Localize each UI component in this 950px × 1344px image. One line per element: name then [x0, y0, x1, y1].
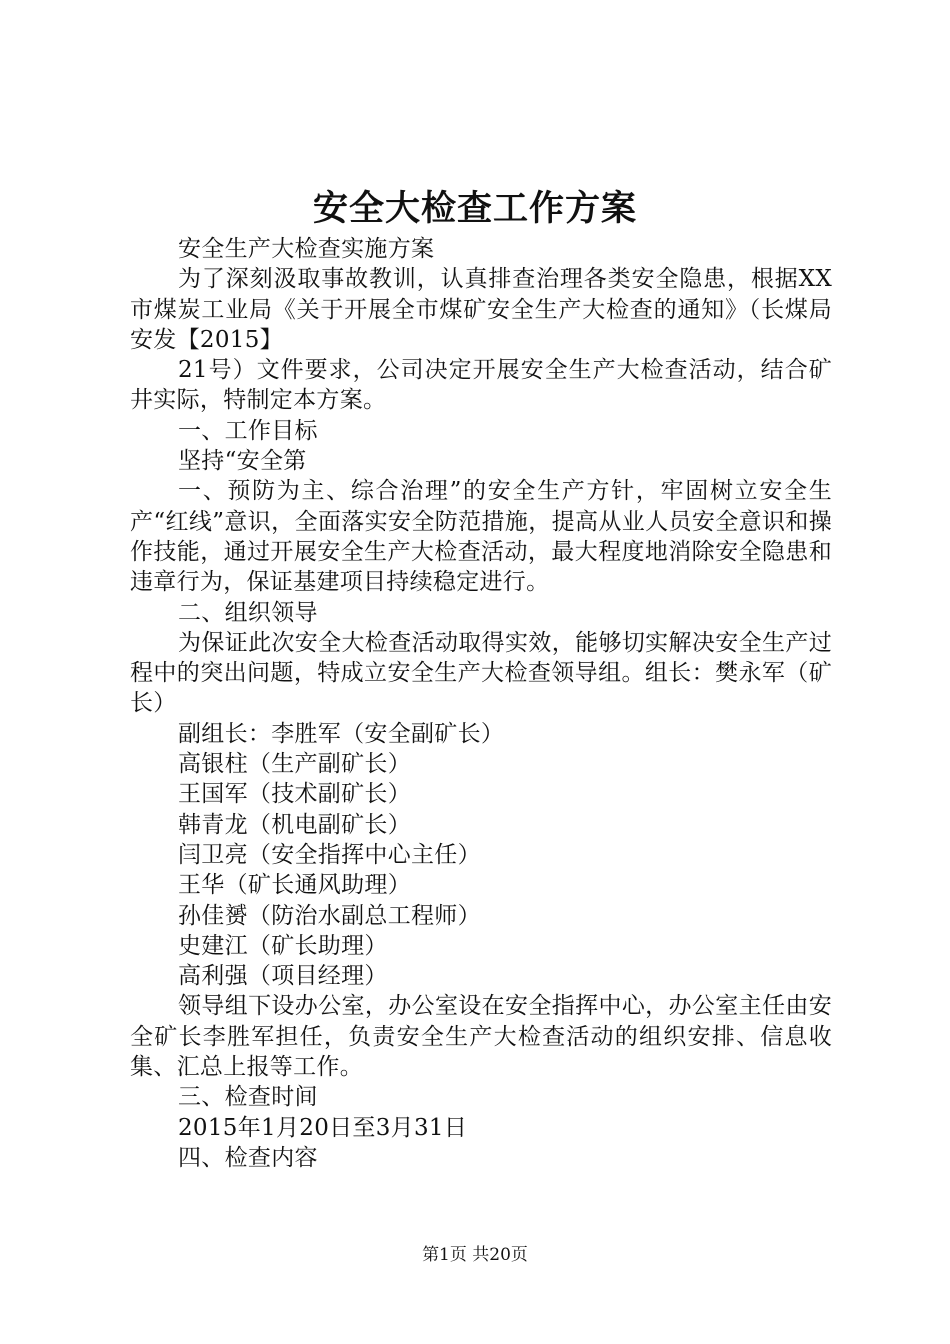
page-number: 第1页 共20页 — [422, 1245, 528, 1265]
paragraph: 2015年1月20日至3月31日 — [178, 1114, 468, 1141]
member-line: 韩青龙（机电副矿长） — [178, 811, 411, 838]
paragraph: 坚持“安全第 — [178, 448, 307, 475]
document-title: 安全大检查工作方案 — [312, 188, 637, 229]
member-line: 闫卫亮（安全指挥中心主任） — [178, 841, 481, 868]
member-line: 王国军（技术副矿长） — [178, 781, 411, 808]
section-heading: 一、工作目标 — [178, 417, 318, 444]
paragraph: 为了深刻汲取事故教训，认真排查治理各类安全隐患，根据XX市煤炭工业局《关于开展全市煤矿安全生产大检查的通知》（长煤局安发【2015】 — [130, 266, 832, 353]
member-line: 高银柱（生产副矿长） — [178, 751, 411, 778]
member-line: 孙佳赟（防治水副总工程师） — [178, 902, 481, 929]
member-line: 高利强（项目经理） — [178, 963, 388, 990]
member-line: 史建江（矿长助理） — [178, 932, 388, 959]
section-heading: 二、组织领导 — [178, 599, 318, 626]
paragraph: 21号）文件要求，公司决定开展安全生产大检查活动，结合矿井实际，特制定本方案。 — [130, 357, 832, 414]
paragraph: 为保证此次安全大检查活动取得实效，能够切实解决安全生产过程中的突出问题，特成立安全生产大检查领导组。组长：樊永军（矿长） — [130, 629, 832, 717]
section-heading: 四、检查内容 — [178, 1144, 318, 1171]
paragraph: 领导组下设办公室，办公室设在安全指挥中心，办公室主任由安全矿长李胜军担任，负责安全生产大检查活动的组织安排、信息收集、汇总上报等工作。 — [130, 993, 832, 1081]
member-line: 王华（矿长通风助理） — [178, 872, 411, 899]
paragraph: 安全生产大检查实施方案 — [178, 236, 435, 262]
document-body — [130, 234, 832, 1173]
paragraph: 一、预防为主、综合治理”的安全生产方针，牢固树立安全生产“红线”意识，全面落实安全防范措施，提高从业人员安全意识和操作技能，通过开展安全生产大检查活动，最大程度地消除安全隐患和违章行为，保证基建项目持续稳定进行。 — [130, 478, 832, 596]
section-heading: 三、检查时间 — [178, 1084, 318, 1111]
member-line: 副组长：李胜军（安全副矿长） — [178, 720, 505, 747]
